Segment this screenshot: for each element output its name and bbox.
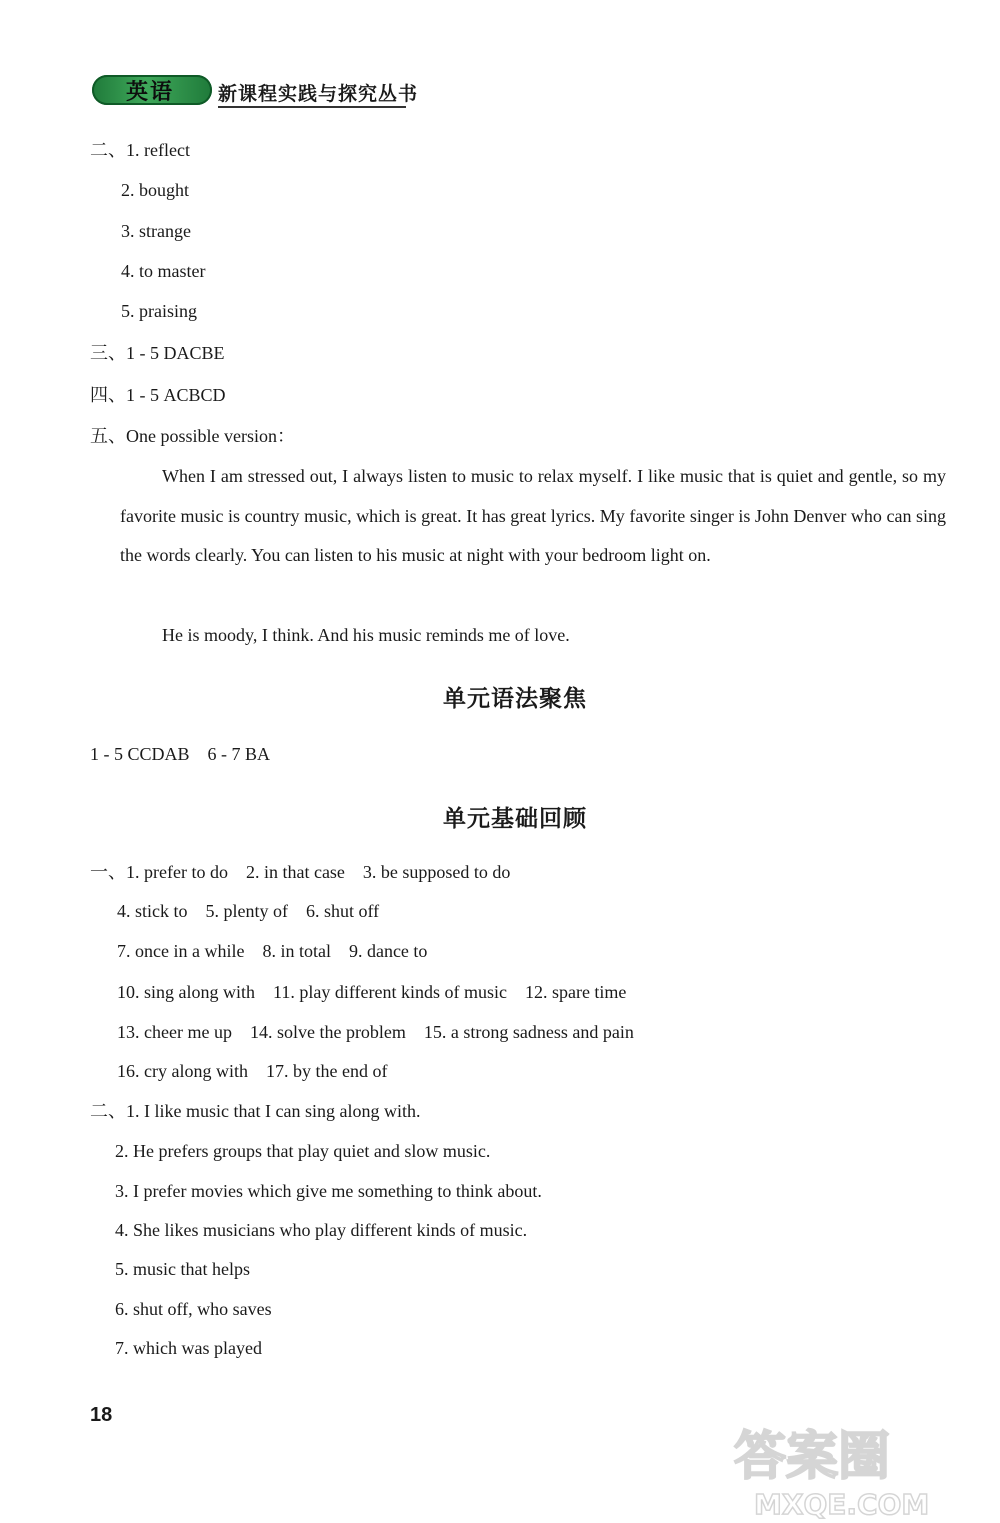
page-number: 18 [90, 1404, 113, 1426]
answer-line: 16. cry along with 17. by the end of [117, 1061, 388, 1081]
watermark-site-text: MXQE.COM [754, 1488, 930, 1520]
answer-line: 10. sing along with 11. play different kinds of music 12. spare time [117, 982, 627, 1002]
answer-line: 7. which was played [115, 1338, 262, 1358]
essay-paragraph: He is moody, I think. And his music reminds me of love. [162, 625, 570, 645]
page-header [92, 73, 419, 109]
header-underline [218, 106, 406, 108]
watermark-logo-text: 答案圈 [734, 1427, 891, 1487]
answer-line: 5. praising [121, 301, 197, 321]
answer-line: 6. shut off, who saves [115, 1299, 272, 1319]
answer-line: 4. She likes musicians who play different kinds of music. [115, 1220, 528, 1240]
answer-line: 二、1. I like music that I can sing along with. [90, 1101, 421, 1121]
answer-line: 1 - 5 CCDAB 6 - 7 BA [90, 744, 271, 764]
essay-paragraph: When I am stressed out, I always listen to music to relax myself. I like music that is quiet and gentle, so my favorite music is country music, which is great. It has great lyrics. My favorite singer is John Denver who can sing the words clearly. You can listen to his music at night with your bedroom light on. [120, 466, 946, 565]
answer-line: 一、1. prefer to do 2. in that case 3. be supposed to do [90, 862, 511, 882]
section-title-grammar: 单元语法聚焦 [443, 686, 587, 712]
essay-label: 五、One possible version： [90, 426, 295, 446]
answer-line: 4. to master [121, 261, 206, 281]
answer-line: 3. I prefer movies which give me something to think about. [115, 1181, 542, 1201]
answer-line: 2. bought [121, 180, 190, 200]
answer-line: 5. music that helps [115, 1259, 250, 1279]
watermark-logo [726, 1416, 988, 1520]
section-title-review: 单元基础回顾 [443, 806, 587, 832]
answer-line: 二、1. reflect [90, 140, 190, 160]
answer-line: 四、1 - 5 ACBCD [90, 385, 226, 405]
answer-line: 13. cheer me up 14. solve the problem 15. a strong sadness and pain [117, 1022, 634, 1042]
answer-line: 3. strange [121, 221, 191, 241]
answer-line: 2. He prefers groups that play quiet and slow music. [115, 1141, 491, 1161]
subject-label: 英语 [126, 80, 175, 105]
answer-line: 4. stick to 5. plenty of 6. shut off [117, 901, 380, 921]
series-title: 新课程实践与探究丛书 [218, 83, 419, 105]
answer-line: 7. once in a while 8. in total 9. dance to [117, 941, 428, 961]
answer-line: 三、1 - 5 DACBE [90, 343, 225, 363]
